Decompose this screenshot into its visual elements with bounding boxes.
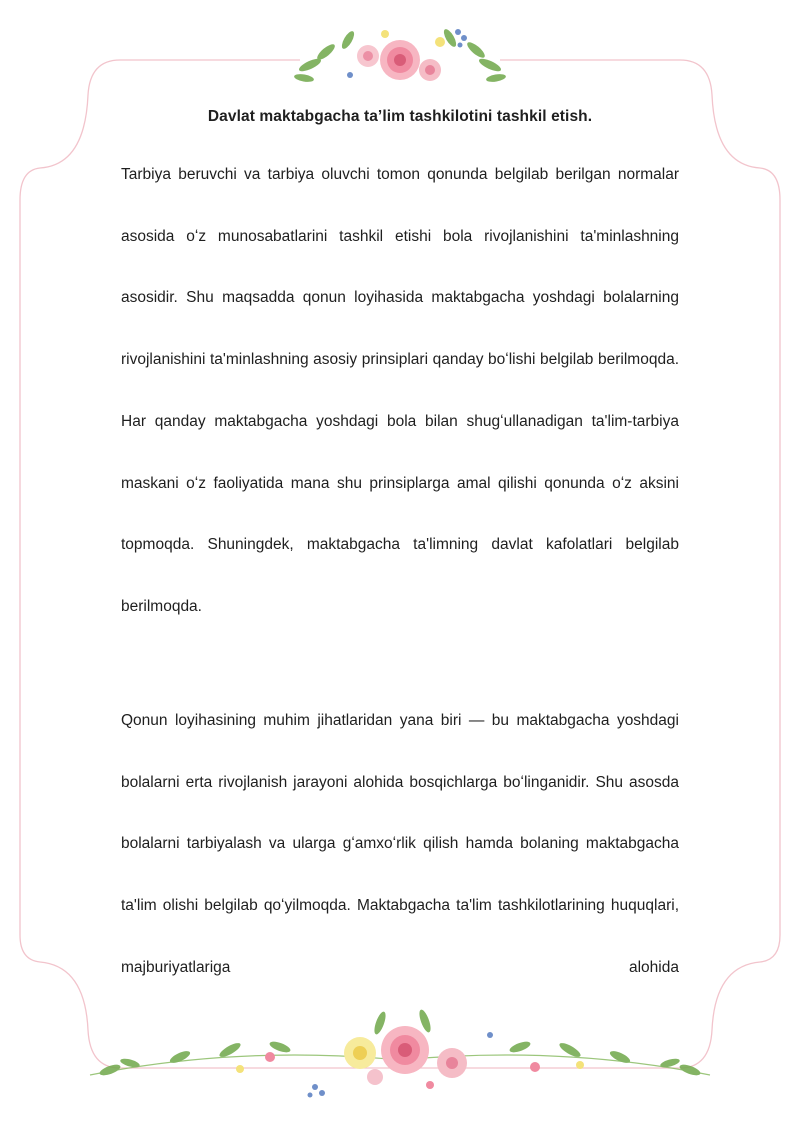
- rose-icon: [344, 1026, 467, 1085]
- paragraph-2: Qonun loyihasining muhim jihatlaridan yana biri — bu maktabgacha yoshdagi bolalarni erta rivojlanish jarayoni alohida bosqichlarga boʻlinganidir. Shu asosda bolalarni tarbiyalash va ularga gʻamxoʻrlik qilish hamda bolaning maktabgacha ta'lim olishi belgilab qoʻyilmoqda. Maktabgacha ta'lim tashkilotlarining huquqlari, majburiyatlariga alohida: [121, 712, 679, 976]
- top-flower-decoration: [290, 20, 510, 92]
- bottom-flower-decoration: [80, 1005, 720, 1125]
- document-title: Davlat maktabgacha ta’lim tashkilotini tashkil etish.: [207, 108, 593, 125]
- paragraph-1: Tarbiya beruvchi va tarbiya oluvchi tomon qonunda belgilab berilgan normalar asosida oʻz munosabatlarini tashkil etishi bola rivojlanishini ta'minlashning asosidir. Shu maqsadda qonun loyihasida maktabgacha yoshdagi bolalarning rivojlanishini ta'minlashning asosiy prinsiplari qanday boʻlishi belgilab berilmoqda. Har qanday maktabgacha yoshdagi bola bilan shugʻullanadigan ta'lim-tarbiya maskani oʻz faoliyatida mana shu prinsiplarga amal qilishi qonunda oʻz aksini topmoqda. Shuningdek, maktabgacha ta'limning davlat kafolatlari belgilab berilmoqda.: [121, 166, 679, 615]
- rose-icon: [357, 40, 441, 81]
